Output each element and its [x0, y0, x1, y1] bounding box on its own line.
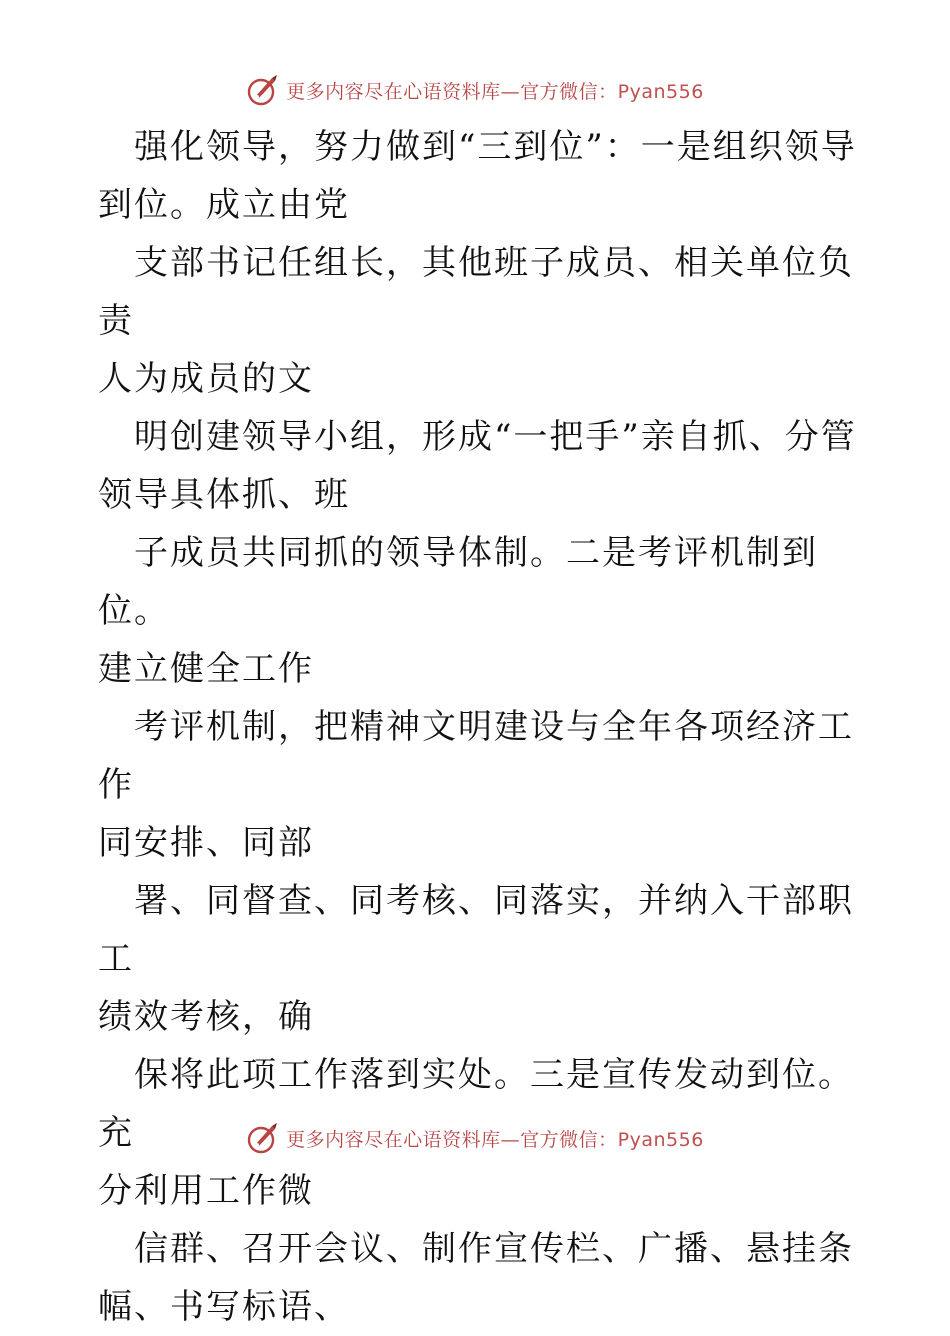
paragraph-7-line-2: 分利用工作微 [98, 1171, 314, 1211]
footer-watermark-handle: Pyan556 [617, 1128, 704, 1151]
footer-watermark-text [286, 1125, 704, 1152]
paragraph-8-line-1: 信群、召开会议、制作宣传栏、广播、悬挂条 [134, 1229, 854, 1269]
paragraph-5-line-2: 同安排、同部 [98, 823, 314, 863]
paragraph-4-line-1: 子成员共同抓的领导体制。二是考评机制到位。 [98, 533, 818, 631]
paragraph-3-line-1: 明创建领导小组，形成“一把手”亲自抓、分管 [134, 417, 857, 457]
header-watermark-label: 更多内容尽在心语资料库—官方微信： [286, 80, 618, 103]
footer-watermark-label: 更多内容尽在心语资料库—官方微信： [286, 1128, 618, 1151]
paragraph-2-line-2: 人为成员的文 [98, 359, 314, 399]
paragraph-6-line-1: 署、同督查、同考核、同落实，并纳入干部职工 [98, 881, 854, 979]
paragraph-6-line-2: 绩效考核，确 [98, 997, 314, 1037]
header-watermark-text [286, 77, 704, 104]
paragraph-1-line-1: 强化领导，努力做到“三到位”：一是组织领导 [134, 127, 857, 167]
footer-watermark-banner [0, 1118, 950, 1158]
quill-logo-icon [246, 73, 280, 107]
paragraph-3 [98, 408, 858, 524]
paragraph-5 [98, 698, 858, 872]
header-watermark-banner [0, 70, 950, 110]
paragraph-8 [98, 1220, 858, 1336]
paragraph-4 [98, 524, 858, 698]
paragraph-6 [98, 872, 858, 1046]
paragraph-2-line-1: 支部书记任组长，其他班子成员、相关单位负责 [98, 243, 854, 341]
paragraph-1-line-2: 到位。成立由党 [98, 185, 350, 225]
paragraph-5-line-1: 考评机制，把精神文明建设与全年各项经济工作 [98, 707, 854, 805]
paragraph-8-line-2: 幅、书写标语、 [98, 1287, 350, 1327]
paragraph-2 [98, 234, 858, 408]
paragraph-4-line-2: 建立健全工作 [98, 649, 314, 689]
quill-logo-icon [246, 1121, 280, 1155]
paragraph-7-line-1: 保将此项工作落到实处。三是宣传发动到位。充 [98, 1055, 854, 1153]
header-watermark-handle: Pyan556 [617, 80, 704, 103]
paragraph-3-line-2: 领导具体抓、班 [98, 475, 350, 515]
paragraph-1 [98, 118, 858, 234]
